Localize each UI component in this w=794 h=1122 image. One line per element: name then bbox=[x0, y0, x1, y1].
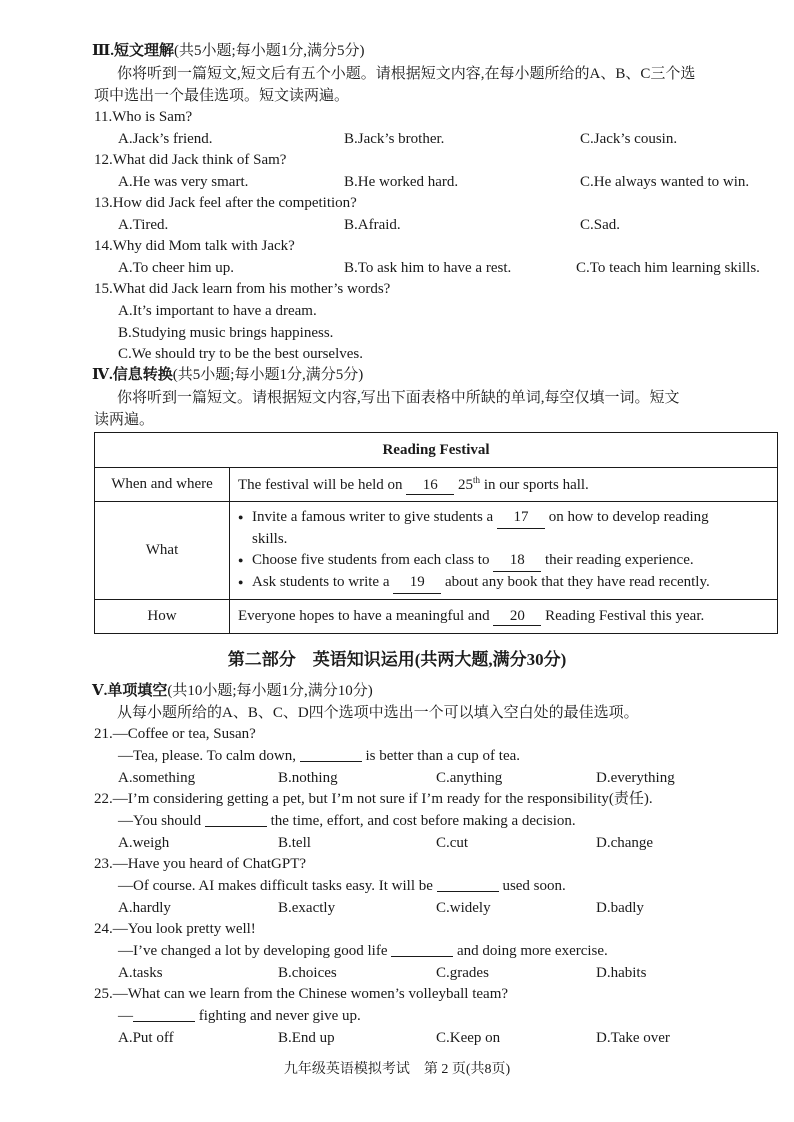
question-13-stem: 13.How did Jack feel after the competition? bbox=[94, 195, 357, 211]
option-b: B.End up bbox=[278, 1030, 335, 1046]
option-c: C.Jack’s cousin. bbox=[580, 131, 678, 147]
question-25-line-2 bbox=[118, 1005, 361, 1027]
what-label: What bbox=[95, 502, 230, 600]
section-5-title-rest: (共10小题;每小题1分,满分10分) bbox=[167, 683, 373, 699]
bullet-1-pre: Invite a famous writer to give students a bbox=[252, 509, 494, 525]
question-12-stem: 12.What did Jack think of Sam? bbox=[94, 152, 287, 168]
question-21-options bbox=[118, 767, 794, 789]
option-b: B.Afraid. bbox=[344, 217, 401, 233]
option-a: A.tasks bbox=[118, 965, 163, 981]
option-b: B.He worked hard. bbox=[344, 174, 459, 190]
question-23-options bbox=[118, 897, 794, 919]
question-21-blank bbox=[300, 746, 362, 762]
option-a: A.He was very smart. bbox=[118, 174, 249, 190]
option-b: B.To ask him to have a rest. bbox=[344, 260, 512, 276]
how-text-post: Reading Festival this year. bbox=[545, 607, 705, 624]
bullet-1-post: on how to develop reading bbox=[548, 509, 709, 525]
table-row-what bbox=[95, 502, 778, 600]
q21-text-pre: —Tea, please. To calm down, bbox=[118, 748, 296, 764]
bullet-3-post: about any book that they have read recently. bbox=[444, 574, 710, 590]
how-label: How bbox=[95, 600, 230, 634]
q24-text-pre: —I’ve changed a lot by developing good life bbox=[118, 943, 388, 959]
section-4-title bbox=[92, 364, 363, 386]
section-3-title-rest: (共5小题;每小题1分,满分5分) bbox=[174, 43, 365, 59]
question-21-line-1: 21.—Coffee or tea, Susan? bbox=[94, 726, 256, 742]
option-c: C.Sad. bbox=[580, 217, 621, 233]
question-23-line-2 bbox=[118, 875, 566, 897]
question-11-options bbox=[118, 128, 794, 150]
answer-blank-20: 20 bbox=[493, 608, 541, 626]
section-3-instruction-1: 你将听到一篇短文,短文后有五个小题。请根据短文内容,在每小题所给的A、B、C三个选 bbox=[117, 66, 696, 82]
table-title: Reading Festival bbox=[95, 433, 778, 468]
question-22-line-2 bbox=[118, 810, 576, 832]
q24-text-post: and doing more exercise. bbox=[457, 943, 608, 959]
bullet-3-pre: Ask students to write a bbox=[252, 574, 390, 590]
bullet-1-continuation: skills. bbox=[252, 531, 288, 547]
section-3-instruction-2: 项中选出一个最佳选项。短文读两遍。 bbox=[94, 88, 350, 104]
section-3-title bbox=[92, 40, 364, 62]
option-b: B.Jack’s brother. bbox=[344, 131, 445, 147]
question-21-line-2 bbox=[118, 745, 520, 767]
q22-text-pre: —You should bbox=[118, 813, 202, 829]
question-13-options bbox=[118, 214, 794, 236]
option-b: B.nothing bbox=[278, 770, 338, 786]
bullet-2-pre: Choose five students from each class to bbox=[252, 552, 490, 568]
option-c: C.grades bbox=[436, 965, 489, 981]
option-a: A.Jack’s friend. bbox=[118, 131, 213, 147]
page-footer: 九年级英语模拟考试 第 2 页(共8页) bbox=[283, 1062, 511, 1077]
option-d: D.change bbox=[596, 835, 654, 851]
when-label: When and where bbox=[95, 468, 230, 502]
q23-text-pre: —Of course. AI makes difficult tasks easy. It will be bbox=[118, 878, 433, 894]
question-22-line-1: 22.—I’m considering getting a pet, but I’m not sure if I’m ready for the responsibility(责任). bbox=[94, 791, 653, 807]
part-2-title: 第二部分 英语知识运用(共两大题,满分30分) bbox=[227, 650, 567, 669]
option-d: D.Take over bbox=[596, 1030, 670, 1046]
question-23-blank bbox=[437, 876, 499, 892]
option-a: A.It’s important to have a dream. bbox=[118, 303, 317, 319]
when-content bbox=[230, 468, 778, 502]
question-24-line-1: 24.—You look pretty well! bbox=[94, 921, 256, 937]
question-23-line-1: 23.—Have you heard of ChatGPT? bbox=[94, 856, 307, 872]
option-a: A.Tired. bbox=[118, 217, 169, 233]
section-3-title-bold: Ⅲ.短文理解 bbox=[92, 43, 175, 59]
section-4-title-bold: Ⅳ.信息转换 bbox=[92, 367, 173, 383]
option-c: C.cut bbox=[436, 835, 469, 851]
question-25-options bbox=[118, 1027, 794, 1049]
question-15-stem: 15.What did Jack learn from his mother’s words? bbox=[94, 281, 391, 297]
option-b: B.tell bbox=[278, 835, 311, 851]
when-date-suffix: th bbox=[473, 474, 481, 485]
section-5-title-bold: Ⅴ.单项填空 bbox=[92, 683, 168, 699]
option-b: B.choices bbox=[278, 965, 337, 981]
option-c: C.widely bbox=[436, 900, 491, 916]
answer-blank-18: 18 bbox=[493, 550, 541, 572]
section-4-instruction-1: 你将听到一篇短文。请根据短文内容,写出下面表格中所缺的单词,每空仅填一词。短文 bbox=[117, 390, 680, 406]
option-a: A.Put off bbox=[118, 1030, 174, 1046]
option-c: C.To teach him learning skills. bbox=[576, 260, 760, 276]
question-25-blank bbox=[133, 1006, 195, 1022]
bullet-item-1 bbox=[238, 507, 769, 529]
option-c: C.anything bbox=[436, 770, 503, 786]
option-d: D.badly bbox=[596, 900, 644, 916]
option-d: D.everything bbox=[596, 770, 675, 786]
question-22-options bbox=[118, 832, 794, 854]
section-4-title-rest: (共5小题;每小题1分,满分5分) bbox=[172, 367, 364, 383]
question-14-options bbox=[118, 257, 794, 279]
q25-text-post: fighting and never give up. bbox=[198, 1008, 361, 1024]
question-24-line-2 bbox=[118, 940, 608, 962]
section-5-title bbox=[92, 680, 373, 702]
option-c: C.We should try to be the best ourselves. bbox=[118, 346, 364, 362]
option-a: A.hardly bbox=[118, 900, 171, 916]
table-row-how bbox=[95, 600, 778, 634]
option-b: B.Studying music brings happiness. bbox=[118, 325, 334, 341]
q21-text-post: is better than a cup of tea. bbox=[365, 748, 521, 764]
option-d: D.habits bbox=[596, 965, 647, 981]
reading-festival-table bbox=[94, 432, 778, 634]
question-22-blank bbox=[205, 811, 267, 827]
option-a: A.something bbox=[118, 770, 196, 786]
question-24-blank bbox=[391, 941, 453, 957]
q22-text-post: the time, effort, and cost before making a decision. bbox=[270, 813, 576, 829]
what-content bbox=[230, 502, 778, 600]
option-a: A.weigh bbox=[118, 835, 170, 851]
how-text-pre: Everyone hopes to have a meaningful and bbox=[238, 607, 490, 624]
answer-blank-19: 19 bbox=[393, 572, 441, 594]
when-text-pre: The festival will be held on bbox=[238, 476, 403, 493]
q25-text-pre: — bbox=[118, 1008, 133, 1024]
when-date: 25 bbox=[458, 476, 474, 493]
bullet-2-post: their reading experience. bbox=[544, 552, 694, 568]
table-row-when bbox=[95, 468, 778, 502]
answer-blank-17: 17 bbox=[497, 507, 545, 529]
bullet-item-2 bbox=[238, 550, 769, 572]
answer-blank-16: 16 bbox=[406, 477, 454, 495]
option-c: C.Keep on bbox=[436, 1030, 501, 1046]
how-content bbox=[230, 600, 778, 634]
option-a: A.To cheer him up. bbox=[118, 260, 235, 276]
section-4-instruction-2: 读两遍。 bbox=[94, 412, 155, 428]
question-12-options bbox=[118, 171, 794, 193]
option-b: B.exactly bbox=[278, 900, 336, 916]
question-25-line-1: 25.—What can we learn from the Chinese women’s volleyball team? bbox=[94, 986, 509, 1002]
option-c: C.He always wanted to win. bbox=[580, 174, 750, 190]
question-14-stem: 14.Why did Mom talk with Jack? bbox=[94, 238, 295, 254]
section-5-instruction: 从每小题所给的A、B、C、D四个选项中选出一个可以填入空白处的最佳选项。 bbox=[117, 705, 639, 721]
q23-text-post: used soon. bbox=[502, 878, 566, 894]
when-text-post: in our sports hall. bbox=[483, 476, 589, 493]
question-24-options bbox=[118, 962, 794, 984]
bullet-item-3 bbox=[238, 572, 769, 594]
question-11-stem: 11.Who is Sam? bbox=[94, 109, 193, 125]
